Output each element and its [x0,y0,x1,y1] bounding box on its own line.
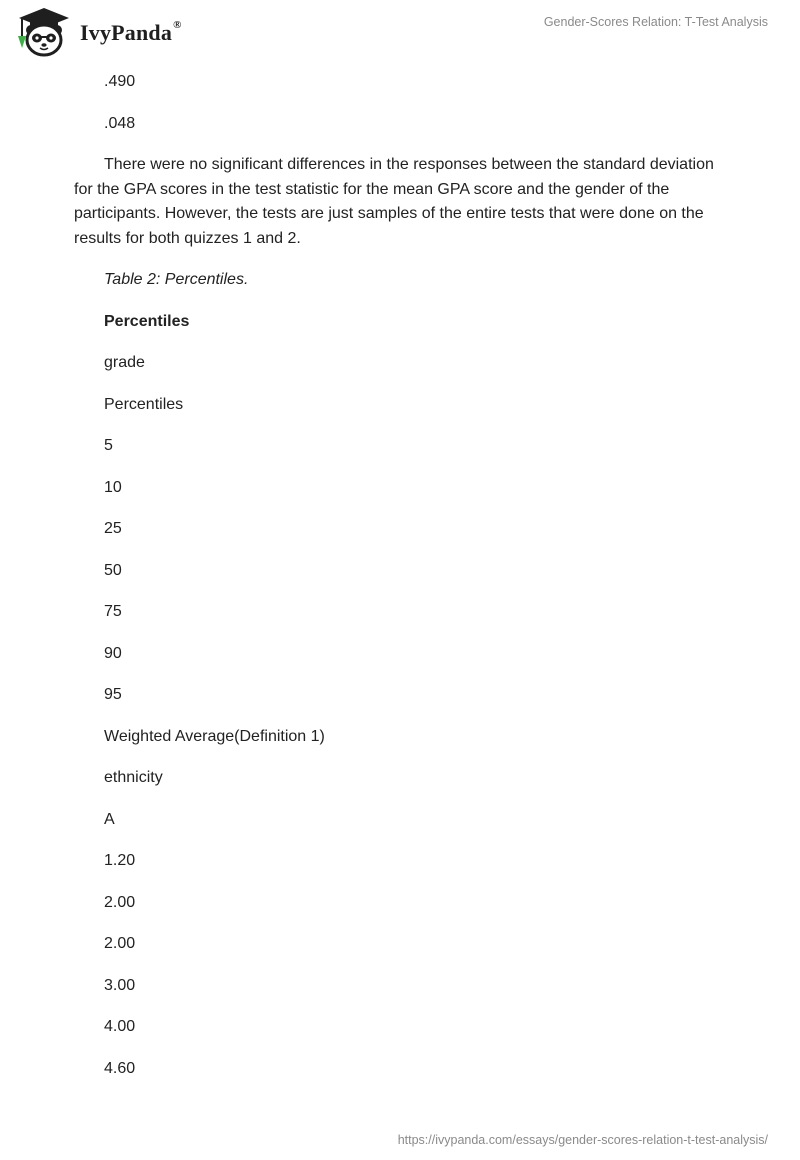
source-url[interactable]: https://ivypanda.com/essays/gender-scores-relation-t-test-analysis/ [397,1133,768,1147]
table-line: grade [104,354,145,371]
document-title: Gender-Scores Relation: T-Test Analysis [543,15,768,29]
value-line: .490 [104,73,136,90]
table-line: 75 [104,603,122,620]
table-line: 2.00 [104,935,136,952]
table-line: Percentiles [104,395,184,413]
table-line: 4.60 [104,1059,136,1077]
table-caption: Table 2: Percentiles. [104,271,249,288]
table-line: 90 [104,644,122,662]
panda-logo-icon [14,6,74,58]
body-paragraph: There were no significant differences in the responses between the standard deviation for the GPA scores in the test statistic for the mean GPA score and the gender of the participants. However, the tests are just samples of the entire tests that were done on the results for both quizzes 1 and 2. [74,156,714,247]
table-line: 2.00 [104,893,136,911]
table-line: 5 [104,437,113,454]
table-line: 10 [104,478,122,496]
table-line: 25 [104,520,122,537]
value-line: .048 [104,114,136,132]
table-title: Percentiles [104,312,190,330]
table-line: Weighted Average(Definition 1) [104,727,325,745]
table-line: 95 [104,686,122,703]
table-line: 3.00 [104,976,136,994]
table-line: 4.00 [104,1018,136,1035]
logo[interactable] [14,6,182,58]
page-header [0,0,800,70]
essay-content [74,70,724,1098]
table-line: ethnicity [104,769,163,786]
brand-name: IvyPanda® [80,18,182,45]
table-lines [74,351,724,1081]
table-line: 1.20 [104,852,136,869]
table-line: A [104,810,115,828]
table-line: 50 [104,561,122,579]
